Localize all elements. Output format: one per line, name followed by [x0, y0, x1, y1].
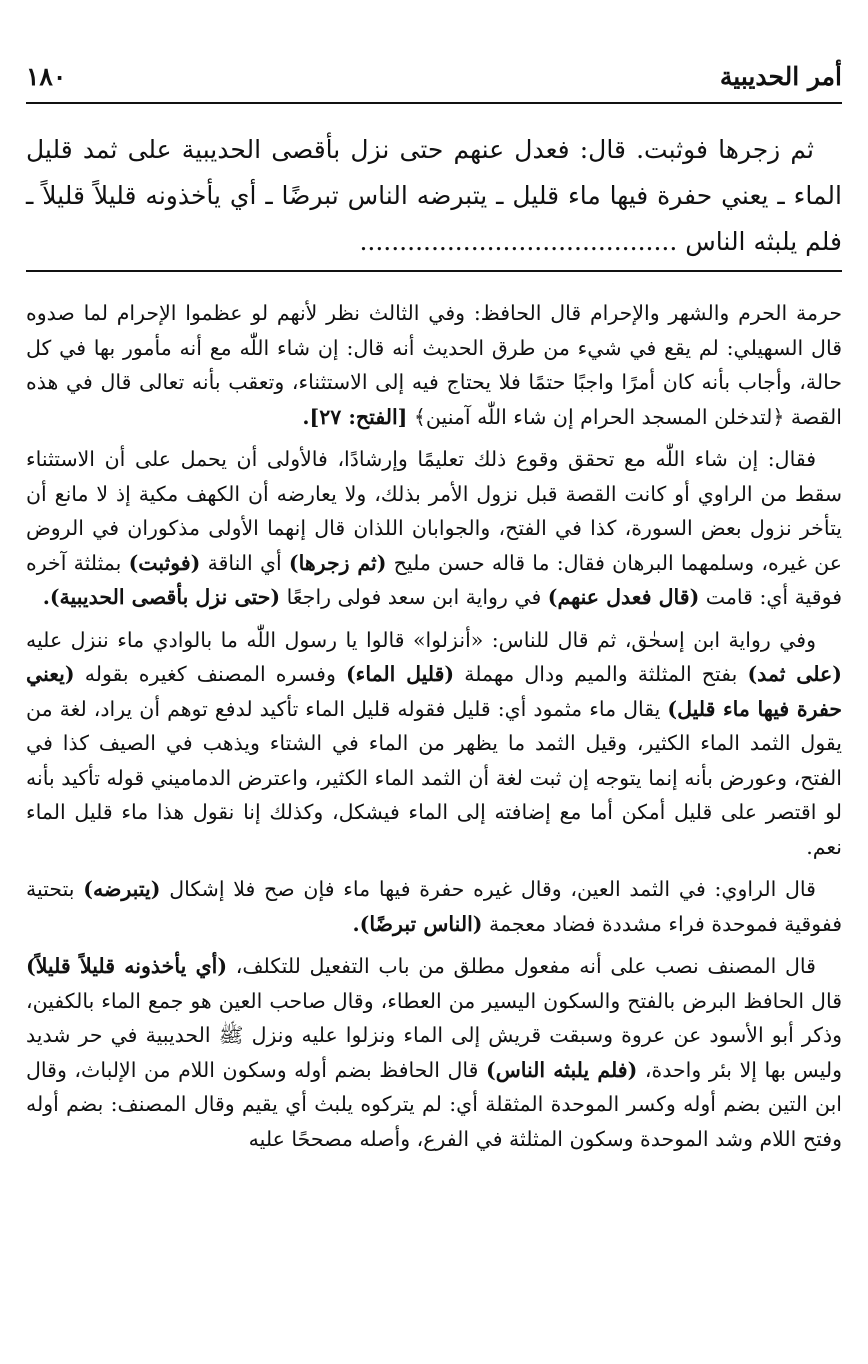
commentary-paragraph-5 [26, 949, 842, 1156]
commentary-paragraph-3 [26, 623, 842, 865]
matn-text: ثم زجرها فوثبت. قال: فعدل عنهم حتى نزل بأقصى الحديبية على ثمد قليل الماء ـ يعني حفرة فيها ماء قليل ـ يتبرضه الناس تبرضًا ـ أي يأخذونه قليلاً قليلاً ـ فلم يلبثه الناس [26, 135, 842, 256]
matn-quote: (فوثبت) [128, 550, 201, 575]
matn-quote: (قال فعدل عنهم) [547, 585, 700, 609]
commentary-text: قال المصنف نصب على أنه مفعول مطلق من باب التفعيل للتكلف، [235, 954, 816, 978]
commentary-paragraph-1 [26, 296, 842, 434]
commentary-paragraph-2 [26, 442, 842, 615]
quran-reference: [الفتح: ٢٧]. [302, 404, 408, 429]
commentary-text: بتحتية ففوقية فموحدة فراء مشددة فضاد معجمة [26, 877, 842, 936]
commentary-text: وفسره المصنف كغيره بقوله [84, 662, 336, 686]
commentary-text: حرمة الحرم والشهر والإحرام قال الحافظ: وفي الثالث نظر لأنهم لو عظموا الإحرام لما صدوه قال السهيلي: لم يقع في شيء من طرق الحديث أنه قال: إن شاء اللّٰه مع أنه مأمور بها في كل حالة، وأجاب بأنه كان أمرًا واجبًا حتمًا فلا يحتاج فيه إلى الاستثناء، وتعقب بأنه تعالى قال في هذه القصة ﴿لتدخلن المسجد الحرام إن شاء اللّٰه آمنين﴾ [26, 301, 842, 429]
matn-quote: (على ثمد) [747, 662, 842, 686]
matn-text-block [26, 127, 842, 265]
commentary-text: في رواية ابن سعد فولى راجعًا [286, 585, 542, 609]
matn-quote: (يتبرضه) [83, 877, 161, 901]
commentary-text: قال الراوي: في الثمد العين، وقال غيره حفرة فيها ماء فإن صح فلا إشكال [169, 877, 816, 901]
matn-dots: ........................................ [359, 227, 678, 256]
commentary-text: يقال ماء مثمود أي: قليل فقوله قليل الماء تأكيد لدفع توهم أن يراد، لغة من يقول الثمد الماء الكثير، وقيل الثمد ما يظهر من الماء في الشتاء ويذهب في الصيف كذا في الفتح، وعورض بأنه إنما يتوجه إن ثبت لغة أن الثمد الماء الكثير، واعترض الدماميني قوله تأكيد بأنه لو اقتصر على قليل أمكن أما مع إضافته إلى الماء فيشكل، وكذلك إنا نقول هذا ماء قليل الماء نعم. [26, 696, 842, 859]
header-rule [26, 102, 842, 104]
matn-quote: (قليل الماء) [345, 662, 455, 686]
commentary-text: وفي رواية ابن إسحٰق، ثم قال للناس: «أنزلوا» قالوا يا رسول اللّٰه ما بالوادي ماء ننزل عليه [26, 627, 816, 652]
matn-quote: (فلم يلبثه الناس) [486, 1057, 638, 1082]
matn-quote: (يعني حفرة فيها ماء قليل) [26, 662, 842, 721]
matn-quote: (حتى نزل بأقصى الحديبية). [42, 585, 281, 609]
matn-divider-rule [26, 270, 842, 272]
running-title: أمر الحديبية [719, 61, 842, 91]
matn-quote: (أي يأخذونه قليلاً قليلاً) [26, 954, 228, 978]
page-number: ١٨٠ [26, 61, 67, 91]
commentary-text: فقال: إن شاء اللّٰه مع تحقق وقوع ذلك تعليمًا وإرشادًا، فالأولى أن يحمل على أن الاستثناء سقط من الراوي أو كانت القصة قبل نزول الأمر بذلك، ولا يعارضه أن الكهف مكية إذ لا مانع أن يتأخر نزول بعض السورة، كذا في الفتح، والجوابان اللذان قال إنهما الأولى مذكوران في الروض عن غيره، وسلمهما البرهان فقال: ما قاله حسن مليح [26, 447, 842, 575]
commentary-paragraph-4 [26, 872, 842, 941]
commentary-text: قال الحافظ البرض بالفتح والسكون اليسير من العطاء، وقال صاحب العين هو جمع الماء بالكفين، وذكر أبو الأسود عن عروة وسبقت قريش إلى الماء ونزلوا عليه ونزل ﷺ الحديبية في حر شديد وليس بها إلا بئر واحدة، [26, 988, 842, 1082]
matn-paragraph [26, 127, 842, 265]
page-header [26, 56, 842, 96]
matn-quote: (ثم زجرها) [288, 550, 387, 575]
commentary-text: بمثلثة آخره فوقية أي: قامت [26, 550, 842, 609]
commentary-text: بفتح المثلثة والميم ودال مهملة [464, 662, 738, 686]
commentary-block [26, 296, 842, 1356]
commentary-text: قال الحافظ بضم أوله وسكون اللام من الإلباث، وقال ابن التين بضم أوله وكسر الموحدة المثقلة أي: لم يتركوه يلبث أي يقيم وقال المصنف: بضم أوله وفتح اللام وشد الموحدة وسكون المثلثة في الفرع، وأصله مصححًا عليه [26, 1057, 842, 1151]
matn-quote: (الناس تبرضًا). [352, 911, 483, 936]
commentary-text: أي الناقة [207, 550, 282, 575]
